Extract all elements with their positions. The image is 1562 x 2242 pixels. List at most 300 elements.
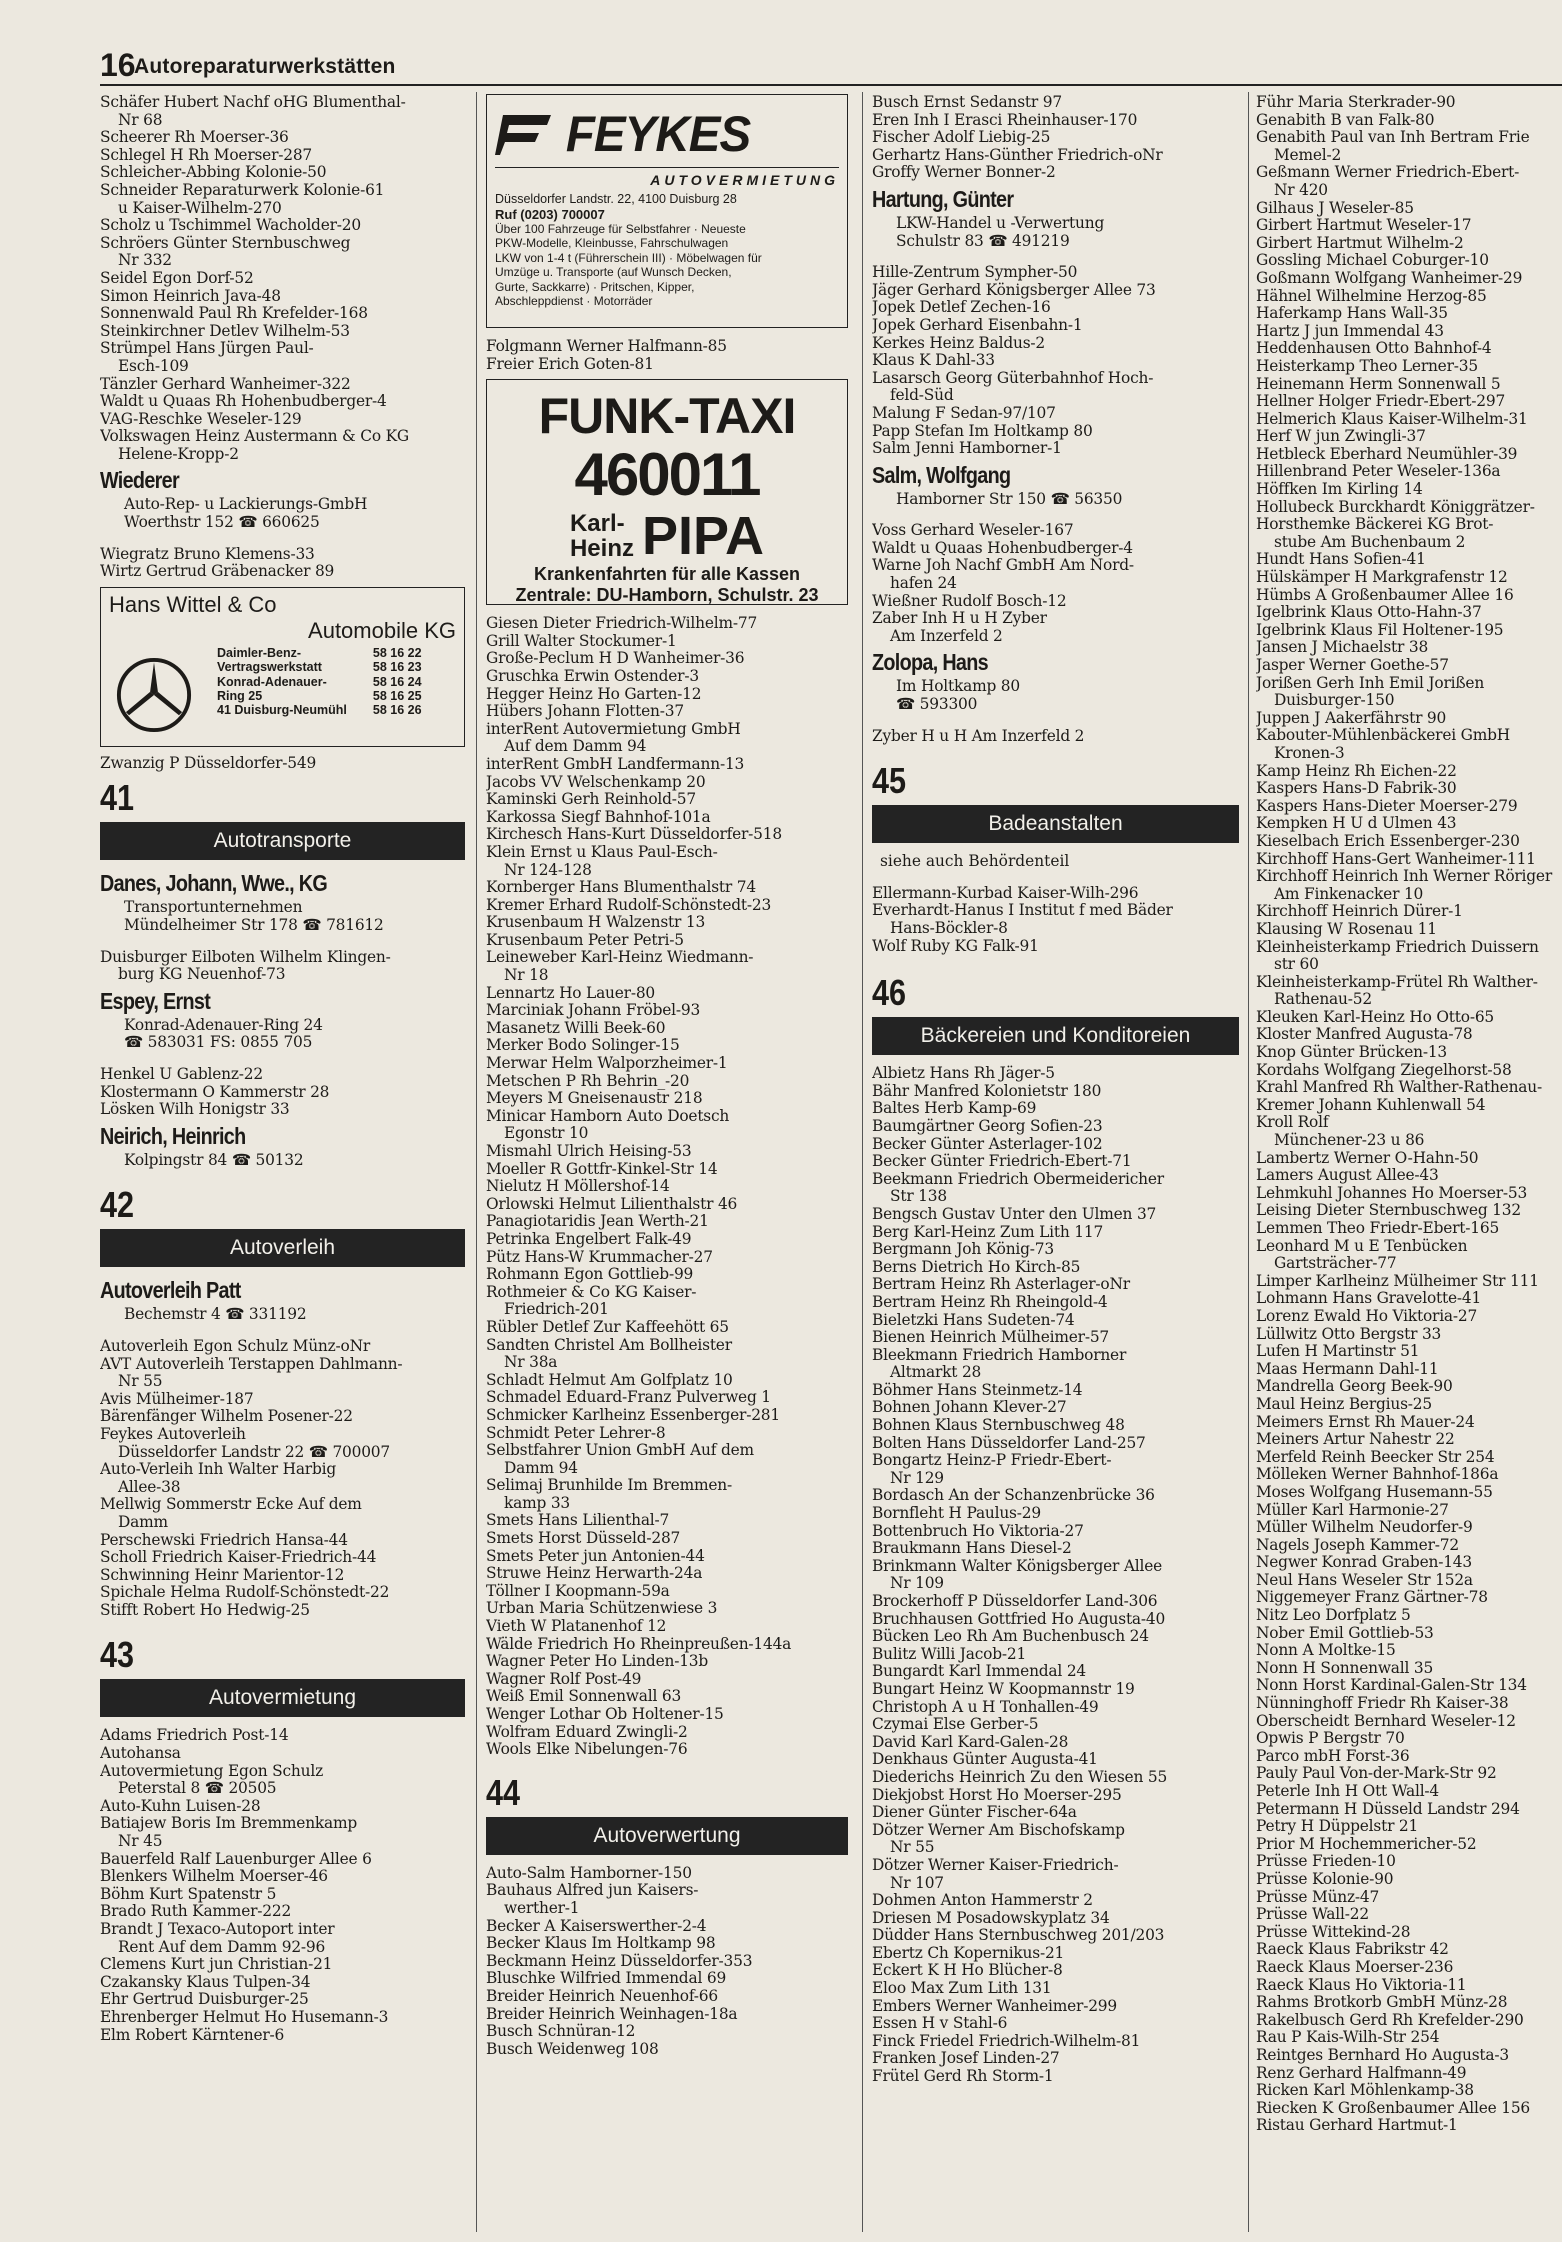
list-item (100, 94, 465, 129)
entry-line: Becker Günter Asterlager-102 (872, 1134, 1103, 1153)
list-item (100, 323, 465, 341)
list-item (100, 288, 465, 306)
list-item (872, 1276, 1239, 1294)
entry-line: Rohmann Egon Gottlieb-99 (486, 1265, 694, 1284)
entry-line: Hollubeck Burckhardt Königgrätzer- (1256, 497, 1535, 516)
entry-line: Reintges Bernhard Ho Augusta-3 (1256, 2045, 1509, 2064)
entry-line: Lufen H Martinstr 51 (1256, 1342, 1420, 1361)
entry-line: Autovermietung Egon Schulz (100, 1761, 323, 1780)
list-item (872, 1452, 1239, 1487)
table-cell-phone: 58 16 23 (372, 660, 422, 675)
section-title-bar: Bäckereien und Konditoreien (872, 1017, 1239, 1055)
feykes-advert (486, 94, 848, 328)
entry-continuation: Nr 55 (118, 1372, 163, 1391)
entry-line: Klostermann O Kammerstr 28 (100, 1082, 330, 1101)
list-item (100, 164, 465, 182)
table-cell-label: Konrad-Adenauer- (217, 674, 327, 689)
list-item (100, 129, 465, 147)
entry-line: Nagels Joseph Kammer-72 (1256, 1535, 1459, 1554)
list-item (1256, 1361, 1562, 1379)
list-item (872, 593, 1239, 611)
entry-line: Eren Inh I Erasci Rheinhauser-170 (872, 110, 1138, 129)
section-number: 46 (872, 972, 907, 1014)
list-item (872, 1224, 1239, 1242)
entry-line: Oberscheidt Bernhard Weseler-12 (1256, 1711, 1516, 1730)
entry-line: Böhm Kurt Spatenstr 5 (100, 1884, 277, 1903)
list-item (100, 1798, 465, 1816)
entry-line: Limper Karlheinz Mülheimer Str 111 (1256, 1271, 1539, 1290)
list-item (486, 1477, 848, 1512)
entry-line: Krusenbaum Peter Petri-5 (486, 930, 684, 949)
list-item (1256, 463, 1562, 481)
listing-heading: Hartung, Günter (872, 185, 1014, 212)
list-item (100, 546, 465, 564)
entry-line: Schmicker Karlheinz Essenberger-281 (486, 1405, 780, 1424)
entry-line: Blenkers Wilhelm Moerser-46 (100, 1867, 328, 1886)
list-item (872, 1100, 1239, 1118)
list-item (872, 1382, 1239, 1400)
entry-list (486, 1865, 848, 2059)
list-item (872, 1910, 1239, 1928)
entry-line: Wenger Lothar Ob Holtener-15 (486, 1705, 724, 1723)
entry-line: Nonn Horst Kardinal-Galen-Str 134 (1256, 1676, 1527, 1695)
section-title-bar: Autoverwertung (486, 1817, 848, 1855)
detail-line: Im Holtkamp 80 (896, 677, 1020, 696)
entry-line: Klausing W Rosenau 11 (1256, 919, 1437, 938)
list-item (872, 1804, 1239, 1822)
entry-line: Ehr Gertrud Duisburger-25 (100, 1990, 309, 2009)
list-item (1256, 1537, 1562, 1555)
column-2 (486, 94, 848, 2058)
list-item (1256, 1977, 1562, 1995)
entry-line: Töllner I Koopmann-59a (486, 1581, 670, 1600)
entry-line: Moses Wolfgang Husemann-55 (1256, 1482, 1493, 1501)
list-item (1256, 1044, 1562, 1062)
entry-line: Eckert K H Ho Blücher-8 (872, 1961, 1063, 1980)
list-item (486, 1090, 848, 1108)
entry-list (872, 885, 1239, 955)
list-item (872, 317, 1239, 335)
entry-line: Negwer Konrad Graben-143 (1256, 1553, 1472, 1572)
entry-list (872, 522, 1239, 645)
list-item (486, 1213, 848, 1231)
list-item (1256, 1765, 1562, 1783)
list-item (872, 1980, 1239, 1998)
entry-line: Moeller R Gottfr-Kinkel-Str 14 (486, 1159, 718, 1178)
listing-details (100, 1306, 465, 1324)
list-item (486, 1389, 848, 1407)
list-item (872, 1593, 1239, 1611)
entry-line: Horsthemke Bäckerei KG Brot- (1256, 515, 1494, 534)
entry-line: Maas Hermann Dahl-11 (1256, 1359, 1439, 1378)
entry-line: Riecken K Großenbaumer Allee 156 (1256, 2098, 1531, 2117)
taxi-headline: FUNK-TAXI (538, 388, 796, 445)
list-item (486, 756, 848, 774)
list-item (100, 1956, 465, 1974)
list-item (1256, 1853, 1562, 1871)
entry-line: Stifft Robert Ho Hedwig-25 (100, 1600, 310, 1619)
entry-continuation: feld-Süd (890, 386, 954, 405)
list-item (1256, 1959, 1562, 1977)
entry-line: Waldt u Quaas Rh Hohenbudberger-4 (100, 392, 387, 411)
list-item (872, 540, 1239, 558)
entry-line: Zaber Inh H u H Zyber (872, 609, 1047, 628)
entry-line: Bärenfänger Wilhelm Posener-22 (100, 1407, 353, 1426)
detail-line: Transportunternehmen (124, 898, 303, 917)
entry-line: Raeck Klaus Fabrikstr 42 (1256, 1940, 1449, 1959)
list-item (1256, 1026, 1562, 1044)
column-divider (1248, 92, 1249, 2232)
entry-line: Lorenz Ewald Ho Viktoria-27 (1256, 1306, 1478, 1325)
entry-line: Clemens Kurt jun Christian-21 (100, 1955, 333, 1974)
entry-line: Wälde Friedrich Ho Rheinpreußen-144a (486, 1634, 792, 1653)
list-item (486, 1512, 848, 1530)
feykes-phone: Ruf (0203) 700007 (495, 207, 605, 222)
list-item (100, 1868, 465, 1886)
detail-line: Hamborner Str 150 ☎ 56350 (896, 489, 1123, 508)
table-row (217, 703, 422, 717)
entry-line: Wiegratz Bruno Klemens-33 (100, 544, 315, 563)
entry-line: Nielutz H Möllershof-14 (486, 1177, 670, 1196)
list-item (872, 147, 1239, 165)
list-item (872, 1769, 1239, 1787)
list-item (1256, 323, 1562, 341)
entry-line: Parco mbH Forst-36 (1256, 1746, 1410, 1765)
entry-line: Nitz Leo Dorfplatz 5 (1256, 1606, 1411, 1625)
entry-line: Bohnen Johann Klever-27 (872, 1398, 1067, 1417)
entry-line: Voss Gerhard Weseler-167 (872, 521, 1074, 540)
entry-continuation: Esch-109 (118, 356, 189, 375)
list-item (486, 809, 848, 827)
list-item (1256, 1660, 1562, 1678)
entry-continuation: Auf dem Damm 94 (504, 737, 647, 756)
list-item (1256, 1589, 1562, 1607)
list-item (100, 1727, 465, 1745)
list-item (486, 1425, 848, 1443)
entry-line: Heinemann Herm Sonnenwall 5 (1256, 374, 1501, 393)
entry-line: Bungart Heinz W Koopmannstr 19 (872, 1679, 1135, 1698)
entry-line: Prüsse Wittekind-28 (1256, 1922, 1411, 1941)
entry-line: Sonnenwald Paul Rh Krefelder-168 (100, 304, 368, 323)
list-item (100, 949, 465, 984)
list-item (1256, 288, 1562, 306)
entry-continuation: Düsseldorfer Landstr 22 ☎ 700007 (118, 1442, 390, 1461)
list-item (486, 338, 848, 356)
feykes-tagline: AUTOVERMIETUNG (650, 172, 839, 188)
list-item (100, 393, 465, 411)
taxi-first-name-1: Karl- (569, 510, 625, 538)
entry-line: Bluschke Wilfried Immendal 69 (486, 1969, 727, 1988)
list-item (872, 1857, 1239, 1892)
list-item (486, 1319, 848, 1337)
entry-line: Bengsch Gustav Unter den Ulmen 37 (872, 1204, 1157, 1223)
feykes-address: Düsseldorfer Landstr. 22, 4100 Duisburg 28 (495, 192, 737, 206)
entry-line: Schlegel H Rh Moerser-287 (100, 145, 313, 164)
list-item (486, 1073, 848, 1091)
entry-line: Avis Mülheimer-187 (100, 1389, 254, 1408)
entry-line: Smets Hans Lilienthal-7 (486, 1511, 670, 1530)
list-item (872, 164, 1239, 182)
list-item (1256, 587, 1562, 605)
list-item (872, 1681, 1239, 1699)
list-item (1256, 1326, 1562, 1344)
list-item (1256, 763, 1562, 781)
list-item (1256, 1378, 1562, 1396)
entry-line: Helmerich Klaus Kaiser-Wilhelm-31 (1256, 409, 1528, 428)
entry-line: Busch Ernst Sedanstr 97 (872, 94, 1062, 111)
entry-line: Baltes Herb Kamp-69 (872, 1099, 1037, 1118)
list-item (1256, 112, 1562, 130)
entry-line: Klein Ernst u Klaus Paul-Esch- (486, 842, 718, 861)
table-cell-phone: 58 16 26 (372, 703, 422, 718)
entry-line: Prüsse Wall-22 (1256, 1905, 1369, 1924)
list-item (872, 1435, 1239, 1453)
entry-line: Steinkirchner Detlev Wilhelm-53 (100, 321, 350, 340)
list-item (100, 2027, 465, 2045)
entry-line: Pauly Paul Von-der-Mark-Str 92 (1256, 1764, 1497, 1783)
entry-line: Breider Heinrich Neuenhof-66 (486, 1986, 718, 2005)
list-item (1256, 1871, 1562, 1889)
entry-line: Kaspers Hans-Dieter Moerser-279 (1256, 796, 1518, 815)
list-item (872, 1294, 1239, 1312)
list-item (100, 1921, 465, 1956)
entry-line: Prüsse Kolonie-90 (1256, 1869, 1394, 1888)
entry-line: Spichale Helma Rudolf-Schönstedt-22 (100, 1583, 390, 1602)
list-item (486, 1636, 848, 1654)
entry-line: Becker Klaus Im Holtkamp 98 (486, 1934, 716, 1953)
list-item (100, 1763, 465, 1798)
list-item (1256, 1748, 1562, 1766)
entry-continuation: Friedrich-201 (504, 1300, 609, 1319)
list-item (486, 1706, 848, 1724)
entry-line: Jansen J Michaelstr 38 (1256, 638, 1429, 657)
list-item (486, 668, 848, 686)
list-item (872, 1136, 1239, 1154)
list-item (486, 774, 848, 792)
list-item (872, 1962, 1239, 1980)
list-item (1256, 94, 1562, 112)
entry-line: Pütz Hans-W Krummacher-27 (486, 1247, 713, 1266)
entry-line: Jopek Detlef Zechen-16 (872, 298, 1051, 317)
section-title-bar: Autotransporte (100, 822, 465, 860)
entry-line: Kornberger Hans Blumenthalstr 74 (486, 878, 756, 897)
entry-line: Kerkes Heinz Baldus-2 (872, 333, 1046, 352)
entry-line: Hülskämper H Markgrafenstr 12 (1256, 568, 1508, 587)
entry-line: Lemmen Theo Friedr-Ebert-165 (1256, 1219, 1500, 1237)
entry-line: Lösken Wilh Honigstr 33 (100, 1100, 290, 1119)
list-item (1256, 358, 1562, 376)
list-item (1256, 1818, 1562, 1836)
list-item (486, 1284, 848, 1319)
entry-line: Zwanzig P Düsseldorfer-549 (100, 753, 317, 772)
entry-continuation: Am Inzerfeld 2 (890, 626, 1003, 645)
entry-line: Brockerhoff P Düsseldorfer Land-306 (872, 1592, 1158, 1610)
table-cell-label: 41 Duisburg-Neumühl (217, 703, 347, 718)
list-item (100, 1602, 465, 1620)
list-item (1256, 1994, 1562, 2012)
list-item (1256, 1836, 1562, 1854)
list-item (1256, 798, 1562, 816)
table-cell-label: Daimler-Benz- (217, 645, 302, 660)
list-item (872, 1312, 1239, 1330)
section-number: 44 (486, 1771, 521, 1813)
entry-line: Mandrella Georg Beek-90 (1256, 1377, 1453, 1396)
entry-line: Busch Schnüran-12 (486, 2022, 636, 2041)
entry-line: Jäger Gerhard Königsberger Allee 73 (872, 280, 1156, 299)
entry-line: Warne Joh Nachf GmbH Am Nord- (872, 556, 1134, 575)
list-item (100, 1549, 465, 1567)
entry-continuation: Rathenau-52 (1274, 990, 1372, 1009)
entry-continuation: Nr 68 (118, 110, 163, 129)
wittel-phone-table (217, 646, 422, 718)
entry-line: Petrinka Engelbert Falk-49 (486, 1229, 692, 1248)
list-item (872, 610, 1239, 645)
entry-line: Wools Elke Nibelungen-76 (486, 1740, 688, 1759)
listing-details (100, 1152, 465, 1170)
entry-line: Hartz J jun Immendal 43 (1256, 321, 1444, 340)
entry-line: Raeck Klaus Moerser-236 (1256, 1957, 1454, 1976)
entry-line: Bongartz Heinz-P Friedr-Ebert- (872, 1451, 1112, 1470)
list-item (872, 1892, 1239, 1910)
list-item (100, 1461, 465, 1496)
entry-line: Kroll Rolf (1256, 1113, 1329, 1132)
entry-list (100, 755, 465, 773)
entry-line: Berns Dietrich Ho Kirch-85 (872, 1257, 1081, 1276)
entry-continuation: Memel-2 (1274, 145, 1342, 164)
entry-line: Krahl Manfred Rh Walther-Rathenau- (1256, 1078, 1542, 1097)
entry-continuation: Duisburger-150 (1274, 691, 1395, 710)
entry-line: Karkossa Siegf Bahnhof-101a (486, 807, 711, 826)
entry-line: Wolf Ruby KG Falk-91 (872, 936, 1039, 955)
list-item (486, 686, 848, 704)
list-item (100, 1101, 465, 1119)
entry-continuation: Gartsträcher-77 (1274, 1254, 1397, 1273)
list-item (872, 1505, 1239, 1523)
entry-line: Kremer Johann Kuhlenwall 54 (1256, 1095, 1486, 1114)
entry-line: Volkswagen Heinz Austermann & Co KG (100, 427, 409, 446)
list-item (872, 2050, 1239, 2068)
list-item (100, 2009, 465, 2027)
entry-line: Freier Erich Goten-81 (486, 354, 654, 373)
entry-line: Zyber H u H Am Inzerfeld 2 (872, 726, 1085, 745)
entry-line: Jacobs VV Welschenkamp 20 (486, 772, 706, 791)
entry-continuation: Allee-38 (118, 1477, 181, 1496)
list-item (1256, 2117, 1562, 2135)
list-item (872, 129, 1239, 147)
list-item (100, 1886, 465, 1904)
entry-line: Igelbrink Klaus Fil Holtener-195 (1256, 620, 1504, 639)
listing-details (100, 496, 465, 531)
taxi-tagline: Krankenfahrten für alle Kassen (533, 564, 801, 585)
entry-line: Wagner Peter Ho Linden-13b (486, 1652, 709, 1671)
list-item (1256, 1414, 1562, 1432)
entry-list (872, 1065, 1239, 2085)
entry-line: Czymai Else Gerber-5 (872, 1715, 1039, 1734)
list-item (872, 1716, 1239, 1734)
list-item (1256, 1607, 1562, 1625)
entry-line: Driesen M Posadowskyplatz 34 (872, 1908, 1110, 1927)
entry-line: Bergmann Joh König-73 (872, 1240, 1054, 1259)
entry-line: Bulitz Willi Jacob-21 (872, 1644, 1027, 1663)
entry-line: Lohmann Hans Gravelotte-41 (1256, 1289, 1482, 1308)
entry-line: Kleinheisterkamp Friedrich Duissern (1256, 937, 1539, 956)
list-item (872, 1998, 1239, 2016)
entry-line: Böhmer Hans Steinmetz-14 (872, 1380, 1083, 1399)
list-item (486, 1918, 848, 1936)
entry-line: Kleinheisterkamp-Frütel Rh Walther- (1256, 972, 1538, 991)
list-item (872, 1347, 1239, 1382)
entry-line: Becker A Kaiserswerther-2-4 (486, 1916, 707, 1935)
list-item (1256, 974, 1562, 1009)
entry-line: Opwis P Bergstr 70 (1256, 1729, 1405, 1748)
detail-line: Schulstr 83 ☎ 491219 (896, 231, 1070, 250)
entry-line: Bohnen Klaus Sternbuschweg 48 (872, 1416, 1125, 1435)
entry-line: Bienen Heinrich Mülheimer-57 (872, 1328, 1110, 1347)
list-item (486, 1653, 848, 1671)
mercedes-star-icon (115, 656, 193, 734)
section-note: siehe auch Behördenteil (880, 852, 1070, 871)
list-item (486, 879, 848, 897)
entry-line: Urban Maria Schützenwiese 3 (486, 1599, 718, 1618)
entry-line: Groffy Werner Bonner-2 (872, 163, 1056, 182)
list-item (486, 1231, 848, 1249)
entry-line: Embers Werner Wanheimer-299 (872, 1996, 1117, 2015)
entry-line: Vieth W Platanenhof 12 (486, 1617, 667, 1636)
entry-continuation: Münchener-23 u 86 (1274, 1131, 1425, 1150)
entry-line: Klaus K Dahl-33 (872, 351, 995, 370)
list-item (1256, 1097, 1562, 1115)
list-item (486, 1671, 848, 1689)
list-item (1256, 217, 1562, 235)
list-item (872, 1927, 1239, 1945)
entry-line: Meiners Artur Nahestr 22 (1256, 1430, 1455, 1449)
list-item (1256, 1220, 1562, 1238)
list-item (100, 270, 465, 288)
feykes-description-line: Gurte, Sackkarre) · Pritschen, Kipper, (495, 279, 695, 294)
list-item (1256, 129, 1562, 164)
list-item (1256, 815, 1562, 833)
list-item (486, 791, 848, 809)
list-item (1256, 1906, 1562, 1924)
table-row (217, 675, 422, 689)
entry-line: Ebertz Ch Kopernikus-21 (872, 1943, 1065, 1962)
list-item (1256, 1185, 1562, 1203)
list-item (486, 932, 848, 950)
list-item (1256, 868, 1562, 903)
list-item (100, 182, 465, 217)
entry-line: Duisburger Eilboten Wilhelm Klingen- (100, 947, 391, 966)
list-item (486, 356, 848, 374)
entry-line: Bertram Heinz Rh Rheingold-4 (872, 1292, 1108, 1311)
wittel-advert (100, 587, 465, 747)
list-item (1256, 939, 1562, 974)
entry-line: AVT Autoverleih Terstappen Dahlmann- (100, 1354, 403, 1373)
list-item (872, 1945, 1239, 1963)
entry-line: Schröers Günter Sternbuschweg (100, 233, 351, 252)
entry-line: Becker Günter Friedrich-Ebert-71 (872, 1152, 1132, 1171)
entry-list (100, 1066, 465, 1119)
entry-line: Brandt J Texaco-Autoport inter (100, 1920, 335, 1938)
list-item (486, 721, 848, 756)
list-item (100, 411, 465, 429)
list-item (872, 335, 1239, 353)
listing-details (100, 1017, 465, 1052)
list-item (872, 299, 1239, 317)
listing-heading: Neirich, Heinrich (100, 1122, 246, 1149)
entry-line: Smets Peter jun Antonien-44 (486, 1546, 705, 1565)
entry-line: Rau P Kais-Wilh-Str 254 (1256, 2028, 1440, 2047)
list-item (1256, 1642, 1562, 1660)
